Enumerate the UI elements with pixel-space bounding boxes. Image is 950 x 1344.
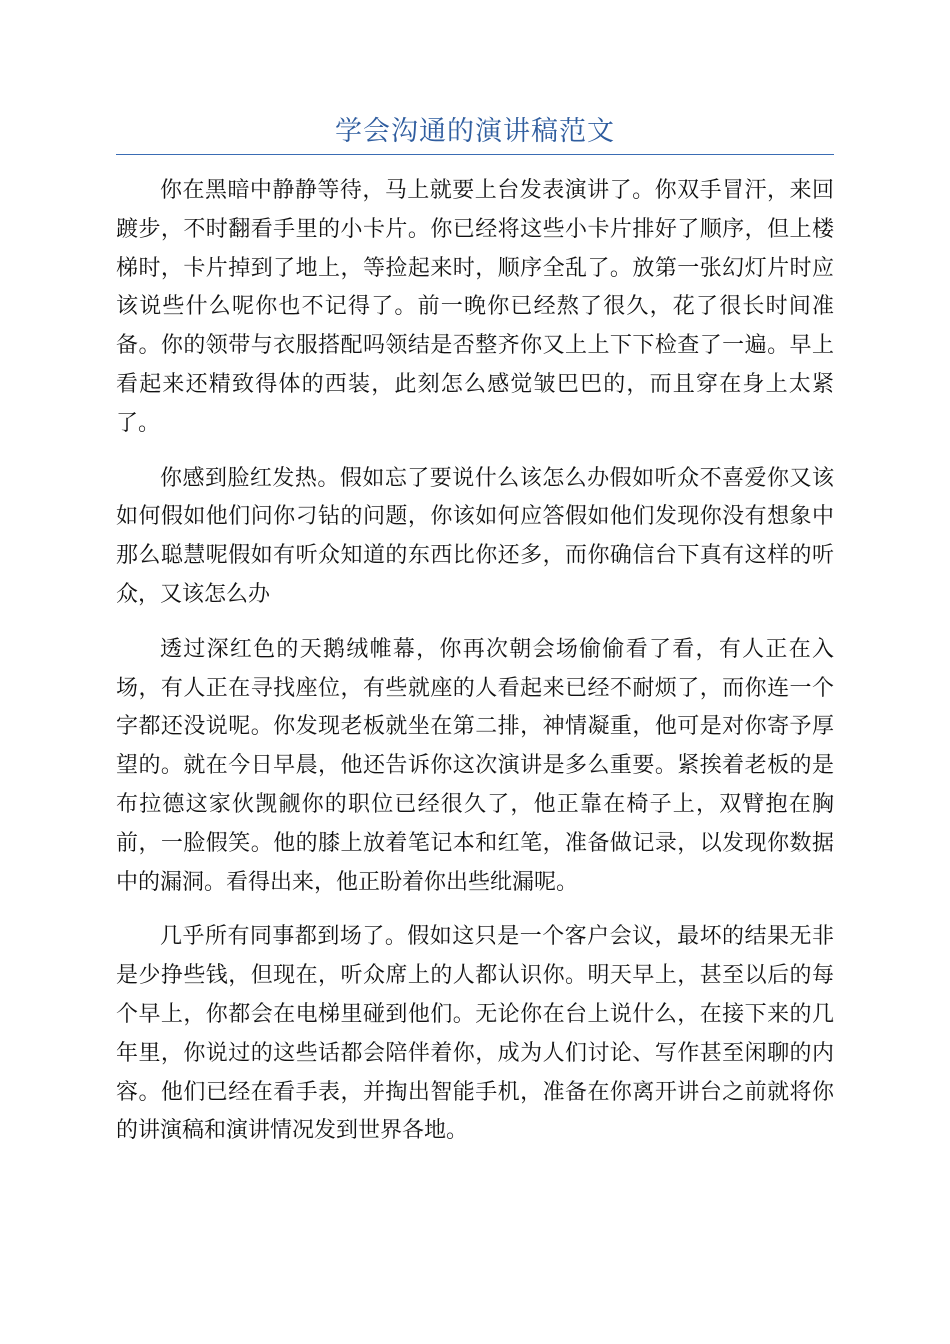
paragraph-3: 透过深红色的天鹅绒帷幕，你再次朝会场偷偷看了看，有人正在入场，有人正在寻找座位，有些就座的人看起来已经不耐烦了，而你连一个字都还没说呢。你发现老板就坐在第二排，神情凝重，他可是对你寄予厚望的。就在今日早晨，他还告诉你这次演讲是多么重要。紧挨着老板的是布拉德这家伙觊觎你的职位已经很久了，他正靠在椅子上，双臂抱在胸前，一脸假笑。他的膝上放着笔记本和红笔，准备做记录，以发现你数据中的漏洞。看得出来，他正盼着你出些纰漏呢。 — [116, 636, 834, 895]
document-title: 学会沟通的演讲稿范文 — [335, 116, 615, 147]
paragraph-1: 你在黑暗中静静等待，马上就要上台发表演讲了。你双手冒汗，来回踱步，不时翻看手里的小卡片。你已经将这些小卡片排好了顺序，但上楼梯时，卡片掉到了地上，等捡起来时，顺序全乱了。放第一张幻灯片时应该说些什么呢你也不记得了。前一晚你已经熬了很久，花了很长时间准备。你的领带与衣服搭配吗领结是否整齐你又上上下下检查了一遍。早上看起来还精致得体的西装，此刻怎么感觉皱巴巴的，而且穿在身上太紧了。 — [116, 178, 834, 436]
title-underline — [116, 154, 834, 155]
paragraph-2: 你感到脸红发热。假如忘了要说什么该怎么办假如听众不喜爱你又该如何假如他们问你刁钻的问题，你该如何应答假如他们发现你没有想象中那么聪慧呢假如有听众知道的东西比你还多，而你确信台下真有这样的听众，又该怎么办 — [116, 465, 834, 607]
document-body — [116, 172, 834, 1167]
paragraph-4: 几乎所有同事都到场了。假如这只是一个客户会议，最坏的结果无非是少挣些钱，但现在，听众席上的人都认识你。明天早上，甚至以后的每个早上，你都会在电梯里碰到他们。无论你在台上说什么，在接下来的几年里，你说过的这些话都会陪伴着你，成为人们讨论、写作甚至闲聊的内容。他们已经在看手表，并掏出智能手机，准备在你离开讲台之前就将你的讲演稿和演讲情况发到世界各地。 — [116, 924, 834, 1144]
